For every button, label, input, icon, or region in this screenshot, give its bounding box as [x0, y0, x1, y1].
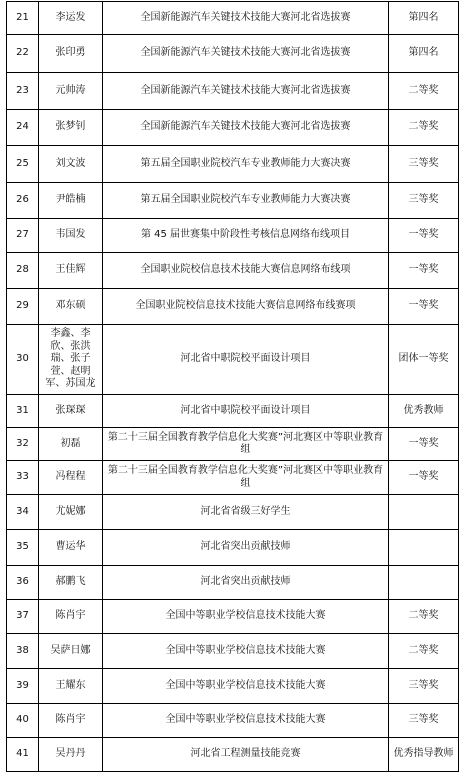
row-number-cell: 24: [7, 110, 39, 146]
table-row: [7, 289, 459, 325]
award-cell: 一等奖: [389, 219, 459, 253]
event-cell: 全国职业院校信息技术技能大赛信息网络布线项: [103, 253, 389, 289]
event-cell: 第二十三届全国教育教学信息化大奖赛”河北赛区中等职业教育组: [103, 461, 389, 495]
row-number-cell: 28: [7, 253, 39, 289]
event-cell: 全国中等职业学校信息技术技能大赛: [103, 600, 389, 634]
row-number-cell: 22: [7, 35, 39, 73]
awards-table-body: [7, 2, 459, 772]
award-cell: 二等奖: [389, 634, 459, 669]
row-number-cell: 21: [7, 2, 39, 35]
table-row: [7, 110, 459, 146]
award-cell: 一等奖: [389, 461, 459, 495]
row-number-cell: 36: [7, 566, 39, 600]
name-cell: 曹运华: [39, 530, 103, 566]
table-row: [7, 495, 459, 530]
row-number-cell: 40: [7, 704, 39, 738]
name-cell: 冯程程: [39, 461, 103, 495]
row-number-cell: 23: [7, 73, 39, 110]
name-cell: 刘文波: [39, 146, 103, 183]
table-row: [7, 183, 459, 219]
name-cell: 陈肖宇: [39, 704, 103, 738]
row-number-cell: 25: [7, 146, 39, 183]
event-cell: 河北省工程测量技能竞赛: [103, 738, 389, 772]
table-row: [7, 428, 459, 461]
name-cell: 张印勇: [39, 35, 103, 73]
row-number-cell: 26: [7, 183, 39, 219]
award-cell: 二等奖: [389, 600, 459, 634]
table-row: [7, 600, 459, 634]
name-cell: 韦国发: [39, 219, 103, 253]
name-cell: 李运发: [39, 2, 103, 35]
row-number-cell: 32: [7, 428, 39, 461]
table-row: [7, 395, 459, 428]
event-cell: 全国中等职业学校信息技术技能大赛: [103, 634, 389, 669]
table-row: [7, 2, 459, 35]
table-row: [7, 461, 459, 495]
award-cell: [389, 566, 459, 600]
award-cell: 三等奖: [389, 146, 459, 183]
event-cell: 第五届全国职业院校汽车专业教师能力大赛决赛: [103, 183, 389, 219]
name-cell: 张琛琛: [39, 395, 103, 428]
table-row: [7, 634, 459, 669]
name-cell: 初磊: [39, 428, 103, 461]
table-row: [7, 738, 459, 772]
event-cell: 全国新能源汽车关键技术技能大赛河北省选拔赛: [103, 110, 389, 146]
table-row: [7, 325, 459, 395]
award-cell: 优秀教师: [389, 395, 459, 428]
row-number-cell: 30: [7, 325, 39, 395]
award-cell: 一等奖: [389, 253, 459, 289]
table-row: [7, 669, 459, 704]
event-cell: 第五届全国职业院校汽车专业教师能力大赛决赛: [103, 146, 389, 183]
row-number-cell: 33: [7, 461, 39, 495]
name-cell: 尹皓楠: [39, 183, 103, 219]
table-row: [7, 35, 459, 73]
table-row: [7, 253, 459, 289]
award-cell: 三等奖: [389, 183, 459, 219]
award-cell: [389, 530, 459, 566]
name-cell: 王耀东: [39, 669, 103, 704]
row-number-cell: 38: [7, 634, 39, 669]
row-number-cell: 39: [7, 669, 39, 704]
event-cell: 河北省突出贡献技师: [103, 566, 389, 600]
table-row: [7, 566, 459, 600]
event-cell: 河北省中职院校平面设计项目: [103, 325, 389, 395]
award-cell: 三等奖: [389, 704, 459, 738]
award-cell: 二等奖: [389, 73, 459, 110]
row-number-cell: 35: [7, 530, 39, 566]
award-cell: [389, 495, 459, 530]
event-cell: 第 45 届世赛集中阶段性考核信息网络布线项目: [103, 219, 389, 253]
award-cell: 二等奖: [389, 110, 459, 146]
row-number-cell: 27: [7, 219, 39, 253]
award-cell: 三等奖: [389, 669, 459, 704]
award-cell: 一等奖: [389, 428, 459, 461]
name-cell: 张梦钊: [39, 110, 103, 146]
awards-table: [6, 1, 459, 772]
award-cell: 团体一等奖: [389, 325, 459, 395]
award-cell: 第四名: [389, 35, 459, 73]
row-number-cell: 37: [7, 600, 39, 634]
event-cell: 河北省突出贡献技师: [103, 530, 389, 566]
row-number-cell: 31: [7, 395, 39, 428]
name-cell: 邓东硕: [39, 289, 103, 325]
row-number-cell: 34: [7, 495, 39, 530]
event-cell: 全国新能源汽车关键技术技能大赛河北省选拔赛: [103, 35, 389, 73]
name-cell: 吴丹丹: [39, 738, 103, 772]
event-cell: 全国职业院校信息技术技能大赛信息网络布线赛项: [103, 289, 389, 325]
event-cell: 河北省中职院校平面设计项目: [103, 395, 389, 428]
table-row: [7, 219, 459, 253]
name-cell: 元帅涛: [39, 73, 103, 110]
award-cell: 优秀指导教师: [389, 738, 459, 772]
row-number-cell: 29: [7, 289, 39, 325]
event-cell: 河北省省级三好学生: [103, 495, 389, 530]
name-cell: 尤妮娜: [39, 495, 103, 530]
event-cell: 全国中等职业学校信息技术技能大赛: [103, 669, 389, 704]
name-cell: 陈肖宇: [39, 600, 103, 634]
name-cell: 李鑫、李欣、张洪瑞、张子萱、赵明军、苏国龙: [39, 325, 103, 395]
event-cell: 全国新能源汽车关键技术技能大赛河北省选拔赛: [103, 73, 389, 110]
table-row: [7, 530, 459, 566]
table-row: [7, 73, 459, 110]
event-cell: 全国中等职业学校信息技术技能大赛: [103, 704, 389, 738]
name-cell: 吴萨日娜: [39, 634, 103, 669]
award-cell: 第四名: [389, 2, 459, 35]
name-cell: 郝鹏飞: [39, 566, 103, 600]
table-row: [7, 146, 459, 183]
event-cell: 全国新能源汽车关键技术技能大赛河北省选拔赛: [103, 2, 389, 35]
award-cell: 一等奖: [389, 289, 459, 325]
name-cell: 王佳辉: [39, 253, 103, 289]
table-row: [7, 704, 459, 738]
row-number-cell: 41: [7, 738, 39, 772]
event-cell: 第二十三届全国教育教学信息化大奖赛”河北赛区中等职业教育组: [103, 428, 389, 461]
